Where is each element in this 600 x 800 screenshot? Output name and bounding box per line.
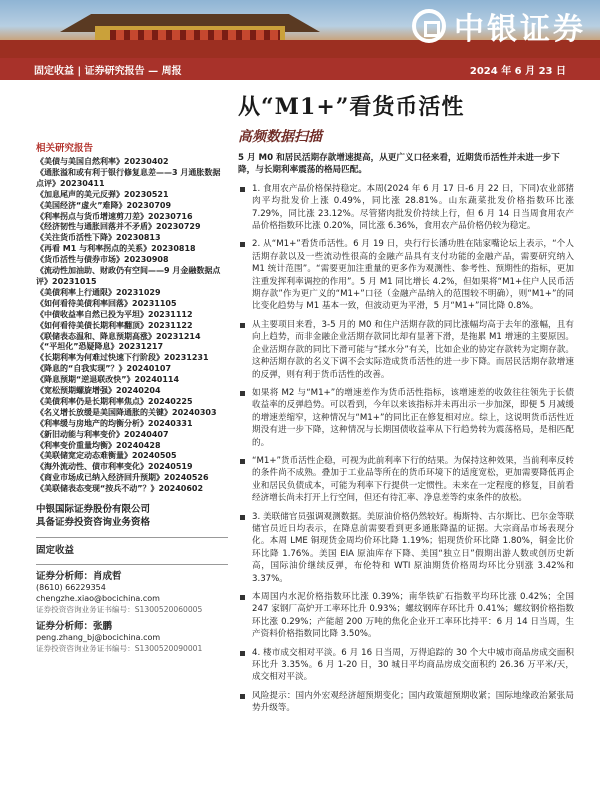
report-link[interactable]: 《降息的“自我实现”？》20240107	[36, 364, 172, 374]
analyst-name: 证券分析师：张鹏	[36, 621, 113, 633]
analyst-email[interactable]: chengzhe.xiao@bocichina.com	[36, 594, 160, 604]
brand-name: 中银证券	[454, 12, 586, 47]
report-link[interactable]: 《降息预期“逆退联改快”》20240114	[36, 375, 180, 385]
analyst-license: 证券投资咨询业务证书编号：S1300520060005	[36, 605, 203, 615]
report-category: 固定收益 | 证券研究报告 — 周报	[34, 65, 182, 77]
report-link[interactable]: 《利率拐点与货币增速剪刀差》20230716	[36, 211, 193, 221]
report-link[interactable]: 《如何看待美债利率回落》20231105	[36, 298, 177, 308]
analyst-card	[36, 621, 228, 654]
bullet-square-icon	[240, 187, 245, 192]
company-info	[36, 503, 228, 529]
paragraph-text: 1. 食用农产品价格保持稳定。本周(2024 年 6 月 17 日-6 月 22 日，下同)农业部猪肉平均批发价上涨 0.49%，同比涨 28.81%。山东蔬菜批发价格指数环比涨 7.29%，同比涨 23.12%。尽管猪肉批发价持续上行，但 6 月 14 日当周食用农产品价格指数环比涨 0.20%，同比涨 6.36%，食用农产品价格仍较为稳定。	[252, 183, 574, 232]
report-link[interactable]: 《经济韧性与通胀回落并不矛盾》20230729	[36, 222, 201, 232]
bullet-paragraph	[238, 238, 574, 312]
paragraph-text: “M1+”货币活性企稳，可视为此前利率下行的结果。为保持这种效果，当前利率反转的条件尚不成熟。叠加于工业品等所在的货币环境下的适度宽松，更加需要降低再企业和居民负债成本，可能为利率下行提供一定惯性。未来在一定程度的修复，目前看经济增长尚未打开上行空间，但还有待汇率、净息差等约束条件的放松。	[252, 455, 574, 504]
sidebar-divider	[36, 537, 228, 538]
bullet-square-icon	[240, 391, 245, 396]
report-link[interactable]: 《长期利率为何难过快速下行阶段》20231231	[36, 353, 209, 363]
bullet-square-icon	[240, 323, 245, 328]
summary-lead: 5 月 M0 和居民活期存款增速提高，从更广义口径来看，近期货币活性并未进一步下降，与长期利率震荡的格局匹配。	[238, 153, 560, 176]
brand-block	[412, 6, 586, 46]
bullet-square-icon	[240, 651, 245, 656]
report-link[interactable]: 《流动性加油助、财政仍有空间——9 月金融数据点评》20231015	[36, 266, 221, 286]
company-name: 中银国际证券股份有限公司	[36, 504, 151, 516]
report-link[interactable]: 《如何看待美债长期利率翻顶》20231122	[36, 320, 193, 330]
report-link[interactable]: 《“平坦化”恐疑降息》20231217	[36, 342, 164, 352]
report-link[interactable]: 《利率缓与房地产的均衡分析》20240331	[36, 418, 193, 428]
paragraph-text: 风险提示：国内外宏观经济超预期变化；国内政策超预期收紧；国际地缘政治紧张局势升级等。	[252, 690, 574, 714]
bullet-square-icon	[240, 515, 245, 520]
bullet-square-icon	[240, 595, 245, 600]
bullet-paragraph	[238, 455, 574, 505]
analyst-name: 证券分析师：肖成哲	[36, 571, 122, 583]
paragraph-text: 如果将 M2 与“M1+”的增速差作为货币活性指标，该增速差的收敛往往领先于长债收益率的反弹趋势。可以看到，今年以来该指标并未再出示一步加深，即便 5 月减缓的增速差缩窄，这种情况与“M1+”的同比正在修复相对应。综上，这说明货币活性近期没有进一步下降，这种情况与长期国债收益率从下行趋势转为震荡格局，是相匹配的。	[252, 387, 574, 448]
paragraph-text: 本周国内水泥价格指数环比涨 0.39%；南华铁矿石指数平均环比涨 0.42%；全国 247 家钢厂高炉开工率环比升 0.93%；螺纹钢库存环比升 0.41%；螺纹钢价格指数环比涨 0.29%；产能超 200 万吨的焦化企业开工率环比持平：6 月 14 日当周，生产资料价格指数同比降 3.50%。	[252, 592, 574, 640]
page-subtitle: 高频数据扫描	[238, 129, 322, 145]
report-link[interactable]: 《美债利率上行通限》20231029	[36, 287, 161, 297]
bullet-paragraph	[238, 183, 574, 233]
analyst-phone: (8610) 66229354	[36, 583, 106, 593]
boc-logo-icon	[412, 9, 446, 43]
report-link[interactable]: 《美债与美国自然利率》20230402	[36, 157, 169, 166]
analyst-email[interactable]: peng.zhang_bj@bocichina.com	[36, 633, 161, 643]
sidebar	[36, 140, 228, 654]
report-link[interactable]: 《美联储宽定动态难衡量》20240505	[36, 451, 177, 461]
paragraph-text: 4. 楼市成交相对平淡。6 月 16 日当周，万得追踪的 30 个大中城市商品房成交面积环比升 3.35%。6 月 1-20 日，30 城日平均商品房成交面积约 26.36 万平米/天，成交相对平淡。	[252, 647, 574, 683]
report-link[interactable]: 《新旧动能与利率变价》20240407	[36, 429, 169, 439]
bullet-paragraph	[238, 319, 574, 381]
report-link[interactable]: 《美债利率仍是长期利率焦点》20240225	[36, 396, 193, 406]
company-qualification: 具备证券投资咨询业务资格	[36, 517, 151, 529]
report-link[interactable]: 《美国经济“虚火”难降》20230709	[36, 200, 172, 210]
report-date: 2024 年 6 月 23 日	[469, 65, 566, 77]
report-link[interactable]: 《海外流动性、债市利率变化》20240519	[36, 462, 193, 472]
related-reports-list	[36, 157, 228, 495]
report-link[interactable]: 《关注货币活性下降》20230813	[36, 233, 161, 243]
report-link[interactable]: 《利率变价重量均衡》20240428	[36, 440, 161, 450]
header-banner	[0, 0, 600, 58]
bullet-square-icon	[240, 242, 245, 247]
sidebar-divider	[36, 564, 228, 565]
report-link[interactable]: 《商业市场成已纳入经济回升预期》20240526	[36, 473, 209, 483]
report-link[interactable]: 《加息尾声的美元反弹》20230521	[36, 189, 169, 199]
analyst-license: 证券投资咨询业务证书编号：S1300520090001	[36, 644, 203, 654]
page-title: 从“M1+”看货币活性	[238, 94, 465, 120]
report-link[interactable]: 《联储表态温和、降息预期高涨》20231214	[36, 331, 201, 341]
report-link[interactable]: 《通胀溢和或有利于银行修复息差——3 月通胀数据点评》20230411	[36, 167, 221, 188]
section-label: 固定收益	[36, 545, 75, 557]
bullet-paragraph	[238, 387, 574, 449]
report-link[interactable]: 《再看 M1 与利率拐点的关系》20230818	[36, 244, 196, 254]
report-link[interactable]: 《货币活性与债券市场》20230908	[36, 255, 169, 265]
report-link[interactable]: 《中债收益率自然已投为平坦》20231112	[36, 309, 193, 319]
main-content	[238, 152, 574, 721]
report-category-bar	[0, 58, 600, 80]
analyst-card	[36, 571, 228, 615]
risk-paragraph	[238, 690, 574, 715]
paragraph-text: 3. 美联储官员强调观测数据。美原油价格仍然较好。梅斯特、古尔斯比、巴尔金等联储官员近日均表示，在降息前需要看到更多通胀降温的证据。大宗商品市场表现分化。本周 LME 铜现货金周均价环比降 1.19%；铝现货价环比降 1.80%，铜金比价环比降 1.76%。美国 EIA 原油库存下降、美国“独立日”假期出游人数或创历史新高，国际油价继续反弹，布伦特和 WTI 原油期货价格周均环比分别涨 3.42%和 3.37%。	[252, 511, 574, 584]
paragraph-text: 2. 从“M1+”看货币活性。6 月 19 日，央行行长潘功胜在陆家嘴论坛上表示，“个人活期存款以及一些流动性很高的金融产品具有支付功能的金融产品，需要研究纳入 M1 统计范围”。“需要更加注重量的更多作为观测性、参考性、预期性的指标，更加注重发挥利率调控的作用”。5 月 M1 同比增长 4.2%，但如果将“M1+住户人民币活期存款”作为更广义的“M1+”口径（金融产品纳入的范围较不明确），则“M1+”的同比变化趋势与 M1 基本一致，但波动更为平滑，5 月“M1+”同比降 0.8%。	[252, 239, 574, 312]
report-link[interactable]: 《名义增长放缓是美国降通胀的关键》20240303	[36, 407, 217, 417]
paragraph-text: 从主要项目来看，3-5 月的 M0 和住户活期存款的同比涨幅均高于去年的涨幅，且有向上趋势，而非金融企业活期存款同比却有显著下滑，是拖累 M1 增速的主要原因。企业活期存款的同比下滑可能与“揉水分”有关，比如企业的协定存款转为定期存款。这种活期存款的名义下调不会实际造成货币活性的进一步下降。而居民活期存款增速的反弹，则有利于货币活性的改善。	[252, 319, 574, 380]
bullet-paragraph	[238, 511, 574, 585]
related-reports-heading: 相关研究报告	[36, 143, 94, 154]
report-link[interactable]: 《宽松预期螺旋增强》20240204	[36, 386, 161, 396]
bullet-square-icon	[240, 459, 245, 464]
report-link[interactable]: 《美联储表态变现“按兵不动”？》20240602	[36, 484, 204, 494]
bullet-paragraph	[238, 591, 574, 641]
bullet-square-icon	[240, 694, 245, 699]
bullet-paragraph	[238, 647, 574, 684]
